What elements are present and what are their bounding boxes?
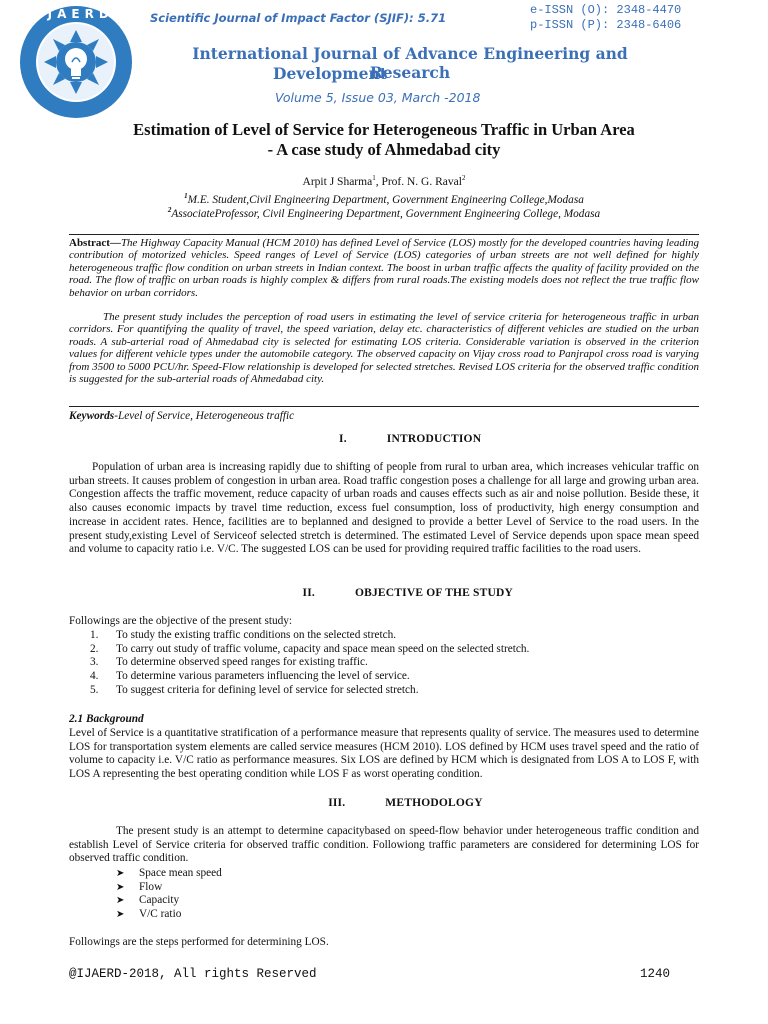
section-1-heading: I. INTRODUCTION [339, 433, 482, 445]
abstract-paragraph-1: Abstract—The Highway Capacity Manual (HCM 2010) has defined Level of Service (LOS) mostly for the developed countries having leading contribution of motorized vehicles. Speed ranges of Level of Service (LOS) categories of urban streets are not well defined for highly heterogeneous traffic flow condition on urban streets in Indian context. The boost in urban traffic affects the quality of facility provided on the road. The flow of traffic on urban roads is highly complex & differs from rural roads.The existing models does not reflect the true traffic flow behavior on urban corridors. [69, 237, 699, 299]
paper-title-line2: - A case study of Ahmedabad city [267, 140, 501, 159]
arrow-bullet-icon: ➤ [116, 868, 125, 879]
sjif-line: Scientific Journal of Impact Factor (SJIF): 5.71 [150, 11, 447, 25]
affiliation-1: $^1$M.E. Student,Civil Engineering Department, Government Engineering College,Modasa [184, 192, 584, 206]
keywords-label: Keywords [69, 410, 115, 422]
footer-copyright: @IJAERD-2018, All rights Reserved [69, 967, 317, 981]
volume-line: Volume 5, Issue 03, March -2018 [275, 90, 481, 105]
keywords-text: -Level of Service, Heterogeneous traffic [114, 410, 295, 422]
list-item: ➤ V/C ratio [116, 908, 182, 921]
ijaerd-logo-icon [12, 2, 140, 122]
arrow-bullet-icon: ➤ [116, 881, 125, 893]
list-item: 2. To carry out study of traffic volume, capacity and space mean speed on the selected stretch. [90, 642, 530, 655]
list-item: 4. To determine various parameters influencing the level of service. [90, 670, 410, 683]
author-separator: , Prof. N. G. Raval [375, 175, 462, 188]
abstract-paragraph-2: The present study includes the perception of road users in estimating the level of service criteria for heterogeneous traffic in urban corridors. For quantifying the quality of travel, the speed variation, delay etc. characteristics of different vehicles are studied on the urban roads. A sub-arterial road of Ahmedabad city is selected for estimating LOS criteria. Considerable variation is observed in the criterion values for different vehicle types under the automobile category. The observed capacity on Vijay cross road to Panjrapol cross road is varying from 3500 to 5000 PCU/hr. Speed-Flow relationship is developed for selected stretches. Revised LOS criteria for the observed traffic condition is suggested for the sub-arterial roads of Ahmedabad city. [69, 311, 699, 386]
subsection-2-1-heading: 2.1 Background [69, 713, 144, 725]
abstract-top-rule [69, 234, 699, 235]
journal-name-line1: International Journal of Advance Engineering and Research [192, 44, 628, 82]
section-2-heading: II. OBJECTIVE OF THE STUDY [302, 587, 514, 599]
list-item: ➤ Flow [116, 880, 163, 893]
keywords [69, 410, 294, 422]
section-3-after: Followings are the steps performed for determining LOS. [69, 936, 329, 948]
section-3-text: The present study is an attempt to determine capacitybased on speed-flow behavior under heterogeneous traffic condition and establish Level of Service criteria for observed traffic condition. Followiong traffic parameters are considered for determining LOS for observed traffic condition. [69, 825, 699, 865]
abstract-bottom-rule [69, 406, 699, 407]
eissn: e-ISSN (O): 2348-4470 [530, 3, 682, 17]
abstract-label: Abstract— [69, 237, 121, 249]
objectives-list [69, 629, 699, 698]
section-1-text: Population of urban area is increasing rapidly due to shifting of people from rural to urban area, which increases vehicular traffic on urban streets. It causes problem of congestion in urban area. Road traffic congestion poses a challenge for all large and growing urban area. Congestion affects the traffic movement, reduce capacity of urban roads and causes effects such as air and noise pollution. Beside these, it also causes economic impacts by travel time reduction, excess fuel consumption, loss of productivity, high energy consumption and increase in accident rates. Hence, facilities are to beplanned and designed to provide a better Level of Service to the road users. In the present study,existing Level of Serviceof selected stretch is determined. The estimated Level of Service depends upon space mean speed and volume to capacity ratio i.e. V/C. The suggested LOS can be used for providing required traffic facilities to the road users. [69, 461, 699, 556]
author-2-sup: 2 [461, 174, 466, 182]
arrow-bullet-icon: ➤ [116, 895, 125, 907]
section-2-intro: Followings are the objective of the present study: [69, 615, 293, 627]
list-item: ➤ Space mean speed [116, 867, 222, 879]
paper-title-line1: Estimation of Level of Service for Heterogeneous Traffic in Urban Area [133, 120, 635, 139]
section-3-heading: III. METHODOLOGY [328, 797, 483, 809]
list-item: 5. To suggest criteria for defining level of service for selected stretch. [90, 683, 419, 696]
page-number: 1240 [640, 967, 671, 981]
pissn: p-ISSN (P): 2348-6406 [530, 18, 682, 32]
subsection-2-1-text: Level of Service is a quantitative stratification of a performance measure that represents quality of service. The measures used to determine LOS for transportation system elements are called service measures (HCM 2010). LOS defined by HCM uses travel speed and the ratio of volume to capacity i.e. V/C ratio as performance measures. Six LOS are defined by HCM which is designated from LOS A to LOS F, with LOS A representing the best operating condition while LOS F as worst operating condition. [69, 727, 699, 781]
affiliation-2-sup: 2 [167, 206, 172, 214]
author-1-sup: 1 [372, 174, 376, 182]
authors [69, 174, 699, 188]
parameters-list [69, 867, 469, 922]
author-1: Arpit J Sharma [302, 175, 373, 188]
affiliation-2: $^2$AssociateProfessor, Civil Engineering Department, Government Engineering College, Modasa [167, 206, 601, 220]
journal-name-line2: Development [273, 64, 387, 83]
list-item: 3. To determine observed speed ranges for existing traffic. [90, 656, 368, 669]
list-item: ➤ Capacity [116, 894, 180, 907]
list-item: 1. To study the existing traffic conditions on the selected stretch. [90, 629, 397, 641]
logo-text: IJAERD [38, 7, 114, 21]
arrow-bullet-icon: ➤ [116, 909, 125, 921]
affiliation-1-sup: 1 [184, 192, 188, 200]
